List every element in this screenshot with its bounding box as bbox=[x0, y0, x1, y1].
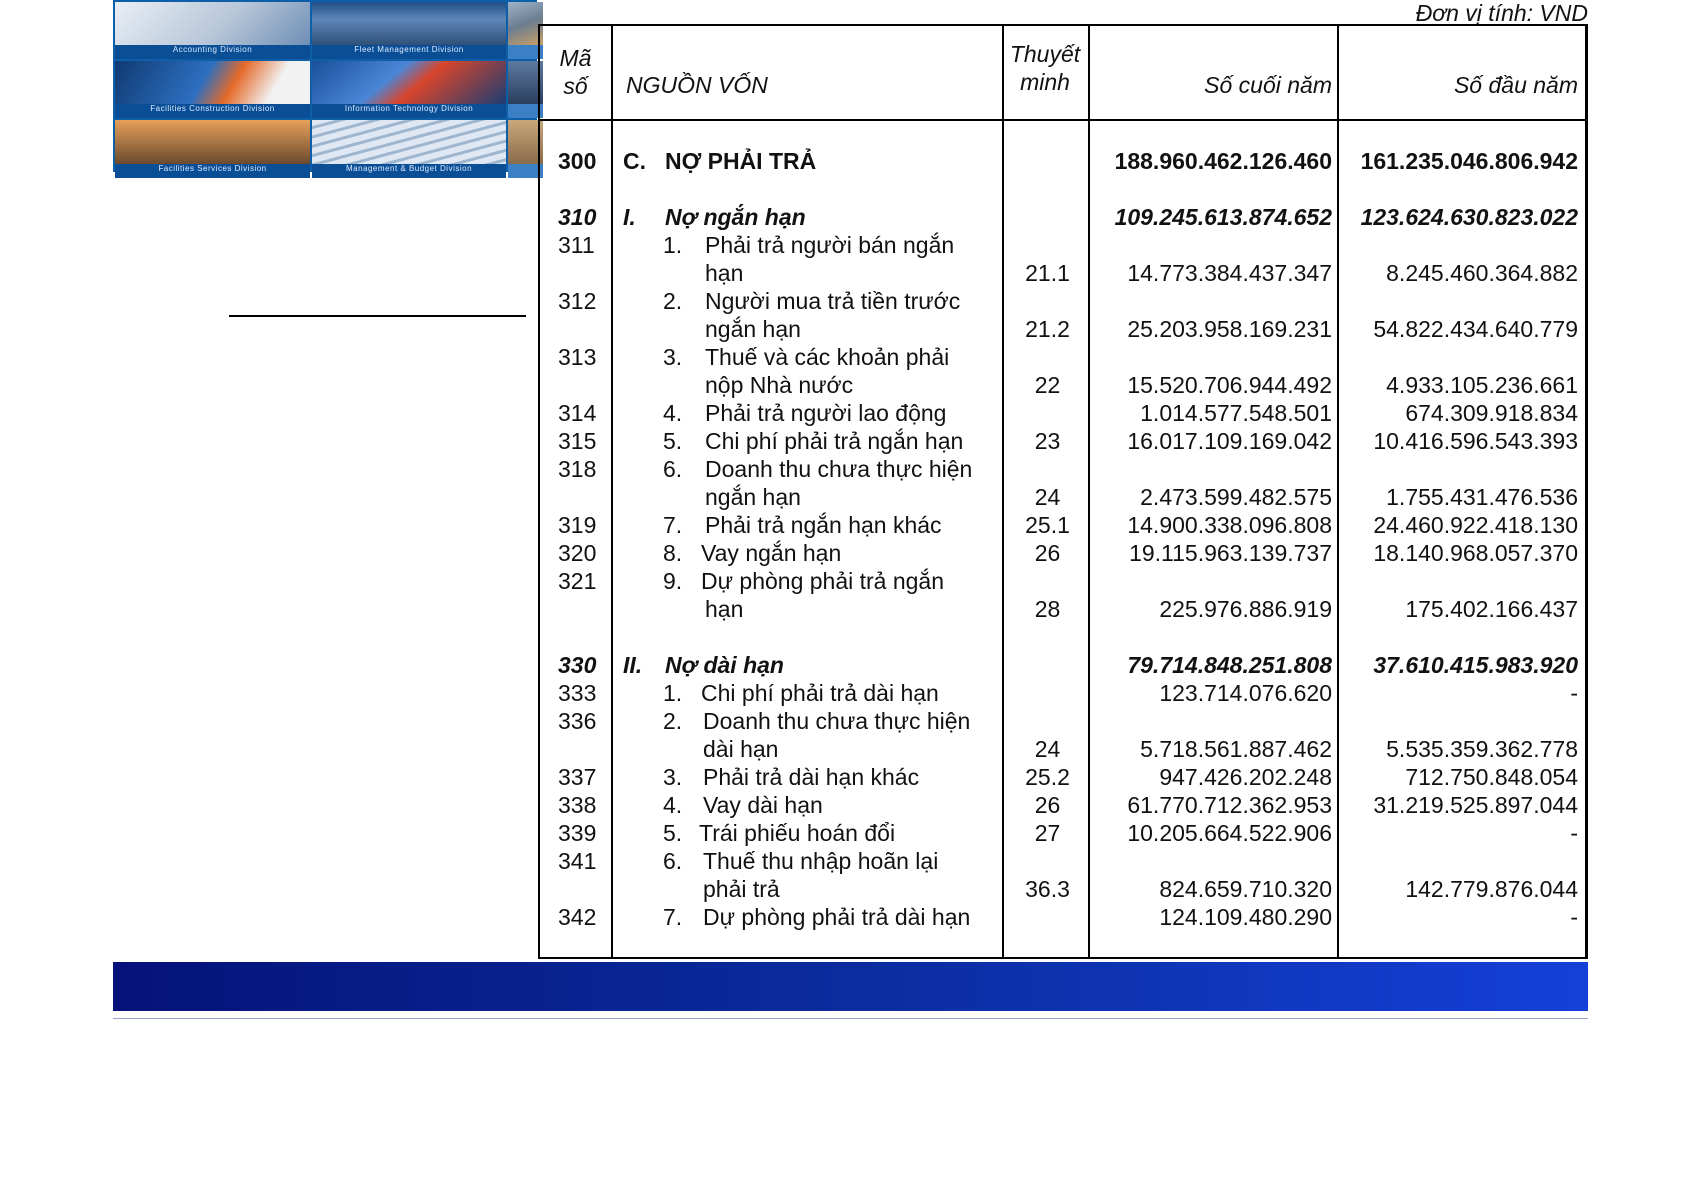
row-number: 3. bbox=[663, 764, 683, 790]
table-row bbox=[540, 455, 1585, 483]
row-note: 22 bbox=[1034, 372, 1061, 398]
row-label: Vay dài hạn bbox=[703, 792, 823, 818]
tile-caption: Facilities Services Division bbox=[115, 164, 310, 178]
row-code: 336 bbox=[558, 708, 597, 734]
row-note: 25.1 bbox=[1025, 512, 1070, 538]
table-row bbox=[540, 903, 1585, 931]
table-row-continued bbox=[540, 595, 1585, 623]
row-label: Phải trả dài hạn khác bbox=[703, 764, 920, 790]
row-begin-value: - bbox=[1570, 820, 1578, 846]
row-label: Thuế và các khoản phải bbox=[705, 344, 950, 370]
tile-caption: Accounting Division bbox=[115, 45, 310, 59]
row-label: NỢ PHẢI TRẢ bbox=[665, 148, 817, 174]
row-end-value: 14.900.338.096.808 bbox=[1127, 512, 1332, 538]
row-number: 7. bbox=[663, 512, 683, 538]
row-label-continued: ngắn hạn bbox=[705, 316, 801, 342]
row-end-value: 14.773.384.437.347 bbox=[1127, 260, 1332, 286]
row-label-continued: hạn bbox=[705, 260, 744, 286]
row-code: 310 bbox=[558, 204, 597, 230]
table-row-continued bbox=[540, 875, 1585, 903]
table-row bbox=[540, 679, 1585, 707]
photo bbox=[312, 61, 506, 104]
row-code: 313 bbox=[558, 344, 597, 370]
table-row bbox=[540, 707, 1585, 735]
row-code: 341 bbox=[558, 848, 597, 874]
row-begin-value: - bbox=[1570, 904, 1578, 930]
row-label-continued: dài hạn bbox=[703, 736, 779, 762]
footer-line bbox=[113, 1018, 1588, 1019]
tile-caption: Fleet Management Division bbox=[312, 45, 506, 59]
row-label: Dự phòng phải trả dài hạn bbox=[703, 904, 971, 930]
row-number: 8. bbox=[663, 540, 683, 566]
row-note: 26 bbox=[1034, 540, 1061, 566]
table-row bbox=[540, 343, 1585, 371]
row-label: Phải trả người bán ngắn bbox=[705, 232, 955, 258]
row-label-continued: ngắn hạn bbox=[705, 484, 801, 510]
collage-tile bbox=[115, 120, 310, 178]
header-code-line2: số bbox=[563, 73, 588, 99]
row-code: 314 bbox=[558, 400, 597, 426]
table-row-continued bbox=[540, 371, 1585, 399]
header-begin-year: Số đầu năm bbox=[1453, 72, 1578, 98]
unit-label: Đơn vị tính: VND bbox=[1415, 0, 1588, 26]
row-begin-value: 18.140.968.057.370 bbox=[1373, 540, 1578, 566]
row-begin-value: 24.460.922.418.130 bbox=[1373, 512, 1578, 538]
row-number: 4. bbox=[663, 400, 683, 426]
row-end-value: 188.960.462.126.460 bbox=[1114, 148, 1332, 174]
footer-band bbox=[113, 962, 1588, 1011]
row-end-value: 1.014.577.548.501 bbox=[1140, 400, 1332, 426]
row-note: 26 bbox=[1034, 792, 1061, 818]
row-begin-value: 54.822.434.640.779 bbox=[1373, 316, 1578, 342]
row-end-value: 2.473.599.482.575 bbox=[1140, 484, 1332, 510]
row-note: 21.1 bbox=[1025, 260, 1070, 286]
table-row bbox=[540, 763, 1585, 791]
table-row bbox=[540, 567, 1585, 595]
row-note: 21.2 bbox=[1025, 316, 1070, 342]
row-number: 9. bbox=[663, 568, 683, 594]
row-note: 28 bbox=[1034, 596, 1061, 622]
photo bbox=[312, 2, 506, 45]
table-row bbox=[540, 287, 1585, 315]
row-code: 320 bbox=[558, 540, 597, 566]
row-label: Doanh thu chưa thực hiện bbox=[703, 708, 971, 734]
row-note: 24 bbox=[1034, 484, 1061, 510]
table-row bbox=[540, 819, 1585, 847]
row-begin-value: 10.416.596.543.393 bbox=[1373, 428, 1578, 454]
row-number: 5. bbox=[663, 820, 683, 846]
row-label: Dự phòng phải trả ngắn bbox=[701, 568, 945, 594]
row-number: 7. bbox=[663, 904, 683, 930]
row-code: 318 bbox=[558, 456, 597, 482]
row-label: Thuế thu nhập hoãn lại bbox=[703, 848, 939, 874]
row-number: 1. bbox=[663, 680, 683, 706]
row-end-value: 79.714.848.251.808 bbox=[1127, 652, 1332, 678]
table-body bbox=[540, 121, 1585, 931]
row-number: 6. bbox=[663, 848, 683, 874]
tile-caption: Facilities Construction Division bbox=[115, 104, 310, 118]
row-label: Nợ ngắn hạn bbox=[665, 204, 806, 230]
row-end-value: 25.203.958.169.231 bbox=[1127, 316, 1332, 342]
row-number: 3. bbox=[663, 344, 683, 370]
row-label-continued: phải trả bbox=[703, 876, 780, 902]
row-end-value: 16.017.109.169.042 bbox=[1127, 428, 1332, 454]
row-note: 27 bbox=[1034, 820, 1061, 846]
row-begin-value: 37.610.415.983.920 bbox=[1373, 652, 1578, 678]
row-end-value: 15.520.706.944.492 bbox=[1127, 372, 1332, 398]
row-number: 5. bbox=[663, 428, 683, 454]
row-begin-value: 1.755.431.476.536 bbox=[1386, 484, 1578, 510]
tile-caption: Management & Budget Division bbox=[312, 164, 506, 178]
photo bbox=[115, 120, 310, 164]
row-end-value: 947.426.202.248 bbox=[1159, 764, 1332, 790]
divider bbox=[229, 315, 526, 317]
table-row bbox=[540, 511, 1585, 539]
collage-tile bbox=[115, 61, 310, 118]
row-begin-value: 161.235.046.806.942 bbox=[1360, 148, 1578, 174]
row-number: 1. bbox=[663, 232, 683, 258]
collage-tile bbox=[312, 61, 506, 118]
photo bbox=[115, 2, 310, 45]
row-end-value: 109.245.613.874.652 bbox=[1114, 204, 1332, 230]
collage-tile bbox=[115, 2, 310, 59]
row-code: 312 bbox=[558, 288, 597, 314]
row-begin-value: 4.933.105.236.661 bbox=[1386, 372, 1578, 398]
row-end-value: 124.109.480.290 bbox=[1159, 904, 1332, 930]
table-row bbox=[540, 147, 1585, 175]
row-note: 36.3 bbox=[1025, 876, 1070, 902]
row-begin-value: 31.219.525.897.044 bbox=[1373, 792, 1578, 818]
row-end-value: 10.205.664.522.906 bbox=[1127, 820, 1332, 846]
row-code: 342 bbox=[558, 904, 597, 930]
header-note-line1: Thuyết bbox=[1009, 41, 1081, 67]
row-code: 319 bbox=[558, 512, 597, 538]
row-number: 2. bbox=[663, 708, 683, 734]
row-begin-value: 8.245.460.364.882 bbox=[1386, 260, 1578, 286]
table-row bbox=[540, 399, 1585, 427]
row-number: II. bbox=[623, 652, 643, 678]
row-label: Vay ngắn hạn bbox=[701, 540, 842, 566]
row-begin-value: 674.309.918.834 bbox=[1405, 400, 1578, 426]
row-code: 339 bbox=[558, 820, 597, 846]
collage-tile bbox=[312, 2, 506, 59]
header-code bbox=[540, 26, 611, 119]
row-label: Chi phí phải trả ngắn hạn bbox=[705, 428, 964, 454]
table-row-continued bbox=[540, 259, 1585, 287]
row-end-value: 824.659.710.320 bbox=[1159, 876, 1332, 902]
row-label: Trái phiếu hoán đổi bbox=[699, 820, 896, 846]
header-end-year: Số cuối năm bbox=[1204, 72, 1332, 98]
row-label: Phải trả ngắn hạn khác bbox=[705, 512, 942, 538]
row-note: 24 bbox=[1034, 736, 1061, 762]
row-end-value: 225.976.886.919 bbox=[1159, 596, 1332, 622]
row-code: 311 bbox=[558, 232, 595, 258]
row-end-value: 5.718.561.887.462 bbox=[1140, 736, 1332, 762]
row-number: 4. bbox=[663, 792, 683, 818]
row-begin-value: 175.402.166.437 bbox=[1405, 596, 1578, 622]
row-note: 25.2 bbox=[1025, 764, 1070, 790]
row-end-value: 123.714.076.620 bbox=[1159, 680, 1332, 706]
header-note-line2: minh bbox=[1020, 69, 1070, 95]
row-note: 23 bbox=[1034, 428, 1061, 454]
row-end-value: 61.770.712.362.953 bbox=[1127, 792, 1332, 818]
row-number: 6. bbox=[663, 456, 683, 482]
header-name: NGUỒN VỐN bbox=[626, 72, 768, 98]
tile-caption: Information Technology Division bbox=[312, 104, 506, 118]
table-row-continued bbox=[540, 315, 1585, 343]
row-number: C. bbox=[623, 148, 646, 174]
photo bbox=[115, 61, 310, 104]
liabilities-table bbox=[538, 24, 1588, 959]
table-row bbox=[540, 203, 1585, 231]
photo bbox=[312, 120, 506, 164]
row-label: Người mua trả tiền trước bbox=[705, 288, 961, 314]
row-label: Phải trả người lao động bbox=[705, 400, 947, 426]
table-row-continued bbox=[540, 483, 1585, 511]
table-row bbox=[540, 427, 1585, 455]
row-end-value: 19.115.963.139.737 bbox=[1129, 540, 1332, 566]
row-number: 2. bbox=[663, 288, 683, 314]
row-label: Doanh thu chưa thực hiện bbox=[705, 456, 973, 482]
collage-tile bbox=[312, 120, 506, 178]
row-code: 300 bbox=[558, 148, 597, 174]
row-begin-value: 712.750.848.054 bbox=[1405, 764, 1578, 790]
division-collage bbox=[113, 0, 537, 172]
table-row-continued bbox=[540, 735, 1585, 763]
row-begin-value: 123.624.630.823.022 bbox=[1360, 204, 1578, 230]
table-row bbox=[540, 651, 1585, 679]
row-begin-value: - bbox=[1570, 680, 1578, 706]
row-code: 321 bbox=[558, 568, 597, 594]
row-code: 337 bbox=[558, 764, 597, 790]
row-code: 315 bbox=[558, 428, 597, 454]
table-row bbox=[540, 791, 1585, 819]
table-row bbox=[540, 231, 1585, 259]
table-row bbox=[540, 847, 1585, 875]
row-label: Chi phí phải trả dài hạn bbox=[701, 680, 939, 706]
row-code: 330 bbox=[558, 652, 597, 678]
row-begin-value: 142.779.876.044 bbox=[1405, 876, 1578, 902]
row-label-continued: hạn bbox=[705, 596, 744, 622]
row-label-continued: nộp Nhà nước bbox=[705, 372, 854, 398]
row-code: 333 bbox=[558, 680, 597, 706]
row-number: I. bbox=[623, 204, 636, 230]
header-note bbox=[1002, 26, 1088, 119]
header-code-line1: Mã bbox=[559, 45, 592, 71]
table-row bbox=[540, 539, 1585, 567]
row-code: 338 bbox=[558, 792, 597, 818]
row-begin-value: 5.535.359.362.778 bbox=[1386, 736, 1578, 762]
row-label: Nợ dài hạn bbox=[665, 652, 784, 678]
